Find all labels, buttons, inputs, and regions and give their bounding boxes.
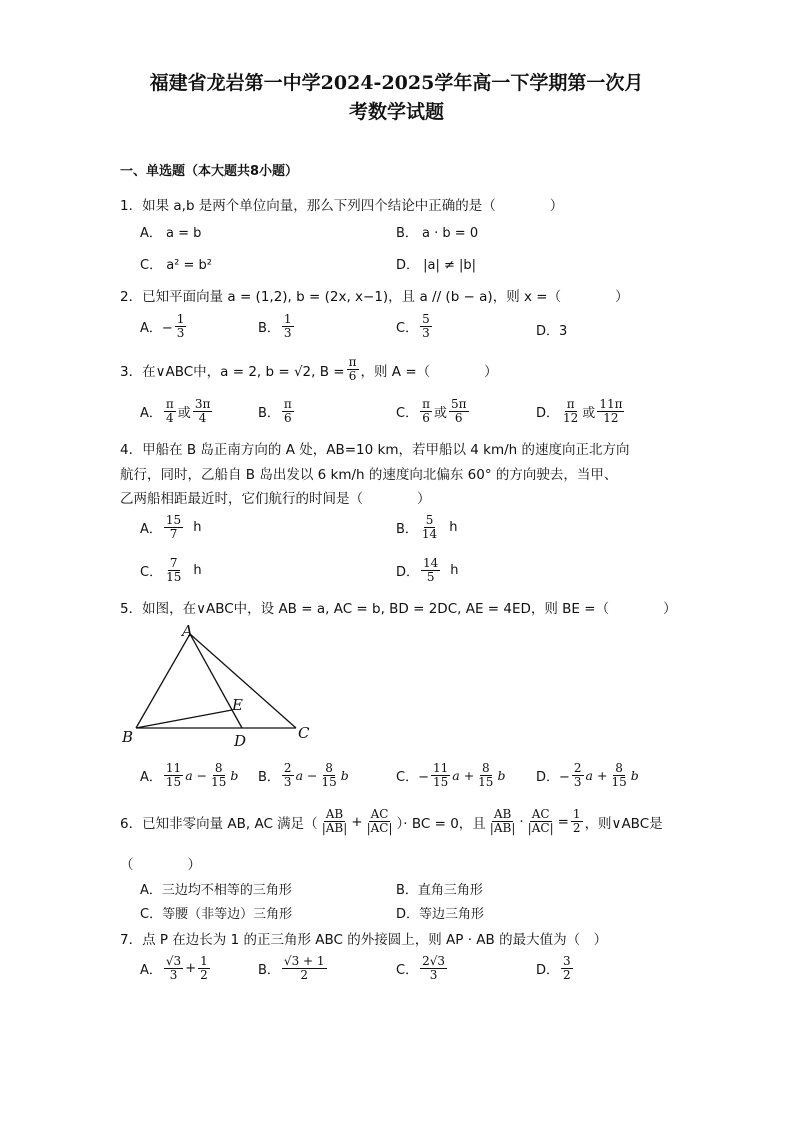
numerator: π — [422, 397, 430, 411]
q3-d-frac1 — [561, 398, 580, 425]
q6-option-d: D．等边三角形 — [396, 907, 485, 922]
numerator: 1 — [176, 312, 185, 326]
q5-a-frac2 — [209, 762, 228, 789]
q5-b-label: B． — [258, 770, 280, 785]
numerator: π — [348, 355, 357, 369]
numerator: 3 — [563, 954, 571, 968]
q4-c-unit: h — [193, 563, 202, 578]
denominator: 3 — [169, 968, 178, 982]
q4-a-frac — [164, 514, 183, 541]
q5-a-mid: a − — [185, 768, 208, 783]
numerator: AC — [531, 807, 550, 821]
q5-d-end: b — [630, 768, 639, 783]
q4-d-label: D． — [396, 565, 420, 580]
numerator: 5π — [450, 397, 467, 411]
q2-b-label: B． — [258, 321, 280, 336]
q6-frac2 — [365, 808, 395, 835]
q1-option-d: D． |a| ≠ |b| — [396, 258, 477, 273]
numerator: π — [283, 397, 292, 411]
q3-c-frac1 — [420, 398, 432, 425]
denominator: |AC| — [527, 821, 554, 835]
denominator: 3 — [422, 326, 430, 340]
q7-option-a — [140, 955, 212, 982]
denominator: 15 — [211, 775, 227, 789]
q2-c-label: C． — [396, 321, 419, 336]
q3-d-or: 或 — [582, 406, 596, 421]
segment-be — [136, 710, 232, 728]
q1-option-c: C． a² = b² — [140, 258, 213, 273]
q6-stem-mid: ）· BC = 0，且 — [396, 815, 486, 832]
denominator: 2 — [200, 968, 208, 982]
q6-frac4 — [526, 808, 556, 835]
denominator: 2 — [563, 968, 571, 982]
section-heading: 一、单选题（本大题共8小题） — [120, 164, 299, 179]
q3-a-label: A． — [140, 406, 162, 421]
denominator: |AB| — [489, 821, 516, 835]
q3-option-b — [258, 398, 296, 425]
q5-d-frac1 — [572, 762, 584, 789]
q6-eq: = — [557, 813, 569, 830]
q5-a-end: b — [230, 768, 239, 783]
q6-frac3 — [488, 808, 518, 835]
numerator: AB — [493, 807, 512, 821]
q3-c-label: C． — [396, 406, 419, 421]
q7-d-label: D． — [536, 963, 560, 978]
q5-d-label: D．− — [536, 770, 570, 785]
denominator: 15 — [611, 775, 627, 789]
q2-a-label: A．− — [140, 321, 173, 336]
q4-d-frac — [421, 557, 440, 584]
numerator: 5 — [422, 312, 430, 326]
triangle-figure — [118, 622, 328, 752]
q3-c-frac2 — [449, 398, 469, 425]
denominator: 2 — [300, 968, 309, 982]
page-title-line2: 考数学试题 — [348, 101, 444, 123]
q3-option-a — [140, 398, 214, 425]
q3-b-frac — [282, 398, 294, 425]
numerator: π — [566, 397, 575, 411]
denominator: 15 — [432, 775, 449, 789]
q5-b-mid: a − — [295, 768, 318, 783]
denominator: 12 — [603, 411, 619, 425]
q7-option-d — [536, 955, 575, 982]
q6-option-b: B．直角三角形 — [396, 883, 483, 898]
q1-option-b: B． a · b = 0 — [396, 226, 479, 241]
question-4-line3: 乙两船相距最近时，它们航行的时间是（ ） — [120, 491, 431, 507]
numerator: 2 — [573, 761, 582, 775]
q7-a-frac2 — [198, 955, 210, 982]
q4-d-unit: h — [450, 563, 459, 578]
vertex-label-c: C — [298, 724, 310, 742]
q5-a-label: A． — [140, 770, 162, 785]
vertex-label-a: A — [182, 622, 193, 640]
q4-b-label: B． — [396, 522, 418, 537]
q5-c-label: C．− — [396, 770, 429, 785]
denominator: 3 — [573, 775, 582, 789]
denominator: 12 — [563, 411, 579, 425]
denominator: 6 — [422, 411, 430, 425]
q4-c-label: C． — [140, 565, 163, 580]
q6-frac5 — [571, 808, 583, 835]
q2-option-d: D．3 — [536, 324, 568, 339]
denominator: 6 — [348, 369, 357, 383]
segment-ac — [190, 634, 296, 728]
q7-option-b — [258, 955, 329, 982]
q6-option-c: C．等腰（非等边）三角形 — [140, 907, 293, 922]
numerator: 2√3 — [422, 954, 445, 968]
vertex-label-b: B — [122, 728, 134, 746]
question-6-stem — [120, 808, 663, 835]
numerator: 15 — [165, 513, 182, 527]
q3-d-frac2 — [597, 398, 624, 425]
denominator: 4 — [166, 411, 174, 425]
numerator: 2 — [283, 761, 292, 775]
numerator: 7 — [169, 556, 178, 570]
q3-a-or: 或 — [177, 406, 191, 421]
q3-stem-pre: 3．在∨ABC中，a = 2, b = √2, B = — [120, 363, 345, 380]
denominator: 2 — [572, 821, 581, 835]
q5-c-frac1 — [431, 762, 450, 789]
q5-d-frac2 — [609, 762, 628, 789]
q4-c-frac — [164, 557, 183, 584]
q3-option-c — [396, 398, 471, 425]
numerator: 11 — [432, 761, 449, 775]
q3-stem-fraction — [347, 356, 359, 383]
denominator: 7 — [169, 527, 178, 541]
denominator: |AC| — [366, 821, 393, 835]
q3-option-d — [536, 398, 626, 425]
q5-c-end: b — [497, 768, 506, 783]
q7-a-plus: + — [185, 961, 197, 976]
q5-c-mid: a + — [452, 768, 475, 783]
q4-option-a — [140, 514, 201, 541]
q5-option-b — [258, 762, 349, 789]
denominator: 3 — [429, 968, 438, 982]
vertex-label-d: D — [234, 732, 247, 750]
question-2-stem: 2．已知平面向量 a = (1,2), b = (2x, x−1)，且 a // (b − a)，则 x =（ ） — [120, 289, 629, 305]
denominator: 6 — [284, 411, 292, 425]
denominator: 5 — [426, 570, 435, 584]
numerator: π — [165, 397, 174, 411]
numerator: 14 — [423, 556, 439, 570]
q7-option-c — [396, 955, 449, 982]
q5-b-frac1 — [282, 762, 294, 789]
denominator: 3 — [283, 775, 292, 789]
question-4-line1: 4．甲船在 B 岛正南方向的 A 处，AB=10 km，若甲船以 4 km/h 的速度向正北方向 — [120, 442, 630, 458]
q7-c-label: C． — [396, 963, 419, 978]
numerator: 8 — [615, 761, 623, 775]
q3-c-or: 或 — [433, 406, 447, 421]
q7-a-label: A． — [140, 963, 162, 978]
segment-ab — [136, 634, 190, 728]
numerator: AC — [370, 807, 389, 821]
q5-b-end: b — [340, 768, 349, 783]
numerator: 8 — [481, 761, 490, 775]
q4-option-d — [396, 557, 459, 584]
numerator: 11π — [599, 397, 623, 411]
denominator: 6 — [454, 411, 463, 425]
q2-option-c — [396, 313, 434, 340]
numerator: AB — [325, 807, 344, 821]
numerator: √3 — [165, 954, 182, 968]
numerator: 11 — [165, 761, 182, 775]
q7-b-frac — [282, 955, 327, 982]
denominator: 15 — [165, 775, 182, 789]
q4-option-b — [396, 514, 457, 541]
q4-b-frac — [420, 514, 439, 541]
question-5-stem: 5．如图，在∨ABC中，设 AB = a, AC = b, BD = 2DC, AE = 4ED，则 BE =（ ） — [120, 601, 677, 617]
page-title-line1: 福建省龙岩第一中学2024-2025学年高一下学期第一次月 — [149, 72, 644, 94]
numerator: 1 — [283, 312, 292, 326]
q3-b-label: B． — [258, 406, 280, 421]
q4-b-unit: h — [449, 520, 458, 535]
q5-c-frac2 — [476, 762, 495, 789]
q2-c-fraction — [420, 313, 432, 340]
q2-option-a — [140, 313, 188, 340]
q4-a-label: A． — [140, 522, 162, 537]
q3-d-label: D． — [536, 406, 560, 421]
q3-a-frac2 — [193, 398, 213, 425]
numerator: 1 — [572, 807, 581, 821]
q5-b-frac2 — [319, 762, 338, 789]
denominator: 4 — [198, 411, 207, 425]
numerator: 5 — [425, 513, 434, 527]
q5-option-c — [396, 762, 505, 789]
q6-frac1 — [320, 808, 350, 835]
q3-stem-post: ，则 A =（ ） — [360, 363, 498, 380]
q5-option-a — [140, 762, 238, 789]
denominator: |AB| — [321, 821, 348, 835]
denominator: 3 — [176, 326, 185, 340]
denominator: 3 — [283, 326, 292, 340]
q7-b-label: B． — [258, 963, 280, 978]
q6-plus: + — [351, 813, 363, 830]
question-7-stem: 7．点 P 在边长为 1 的正三角形 ABC 的外接圆上，则 AP · AB 的最大值为（ ） — [120, 932, 608, 948]
denominator: 15 — [321, 775, 337, 789]
numerator: 8 — [325, 761, 333, 775]
q3-a-frac1 — [164, 398, 176, 425]
numerator: 3π — [194, 397, 211, 411]
q6-stem-post: ，则∨ABC是 — [584, 815, 663, 832]
q2-option-b — [258, 313, 296, 340]
q7-c-frac — [420, 955, 447, 982]
numerator: √3 + 1 — [283, 954, 325, 968]
question-6-line2: （ ） — [120, 857, 201, 873]
numerator: 1 — [200, 954, 208, 968]
q4-a-unit: h — [193, 520, 202, 535]
numerator: 8 — [214, 761, 223, 775]
q5-option-d — [536, 762, 639, 789]
q5-d-mid: a + — [585, 768, 608, 783]
q5-a-frac1 — [164, 762, 183, 789]
denominator: 15 — [478, 775, 494, 789]
q6-option-a: A．三边均不相等的三角形 — [140, 883, 292, 898]
vertex-label-e: E — [232, 696, 243, 714]
q7-a-frac1 — [164, 955, 183, 982]
question-4-line2: 航行，同时，乙船自 B 岛出发以 6 km/h 的速度向北偏东 60° 的方向驶去，当甲、 — [120, 467, 618, 483]
q4-option-c — [140, 557, 202, 584]
q2-b-fraction — [282, 313, 294, 340]
denominator: 14 — [421, 527, 438, 541]
q2-a-fraction — [175, 313, 187, 340]
question-3-stem — [120, 356, 498, 383]
q1-option-a: A． a = b — [140, 226, 202, 241]
q7-d-frac — [561, 955, 573, 982]
question-1-stem: 1．如果 a,b 是两个单位向量，那么下列四个结论中正确的是（ ） — [120, 198, 564, 214]
q6-stem-pre: 6．已知非零向量 AB, AC 满足（ — [120, 815, 318, 832]
denominator: 15 — [166, 570, 182, 584]
q6-dot: · — [519, 813, 524, 830]
